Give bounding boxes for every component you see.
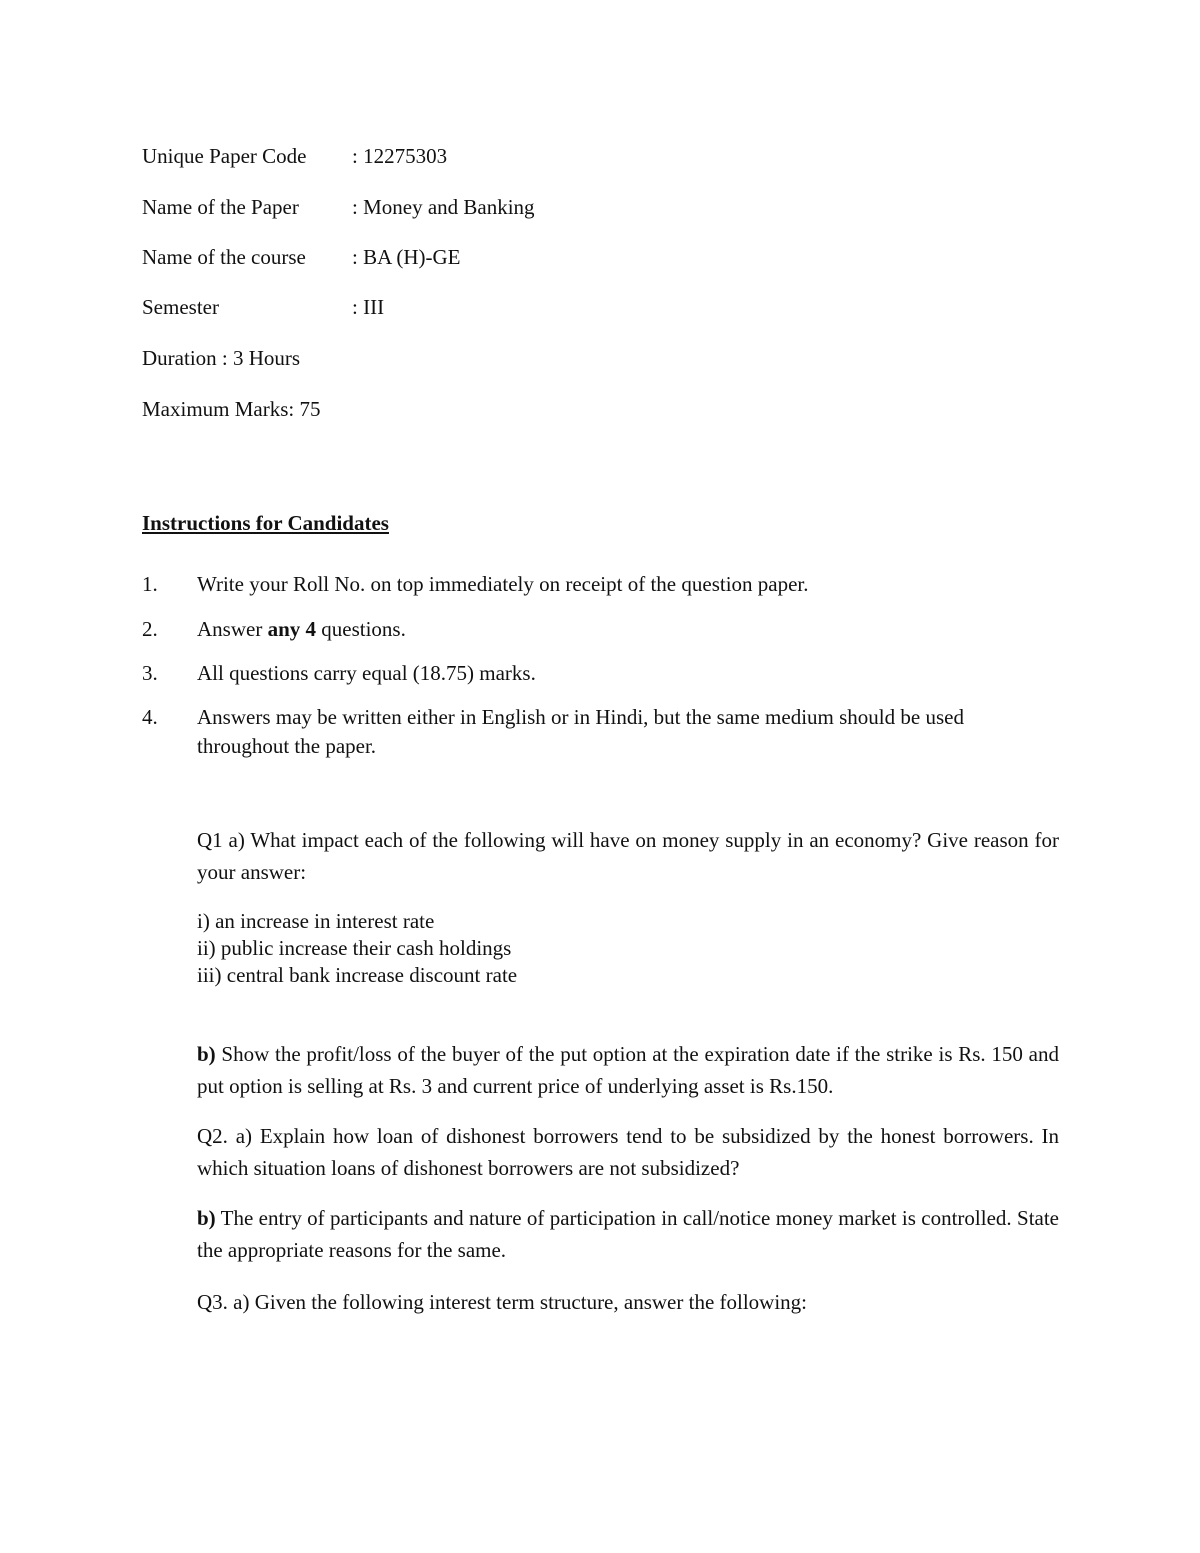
instruction-text: Answers may be written either in English or in Hindi, but the same medium should be used throughout the paper. [197, 705, 964, 758]
question-2b [197, 1202, 1059, 1266]
question-1a-list [197, 908, 517, 989]
question-1b [197, 1038, 1059, 1102]
list-item: i) an increase in interest rate [197, 909, 435, 933]
instruction-text: Write your Roll No. on top immediately on receipt of the question paper. [197, 572, 809, 596]
paper-code-value: : 12275303 [352, 144, 448, 168]
paper-name-value: : Money and Banking [352, 195, 535, 219]
paper-name-label: Name of the Paper [142, 195, 299, 219]
course-label: Name of the course [142, 245, 306, 269]
semester-value: : III [352, 295, 385, 319]
question-2b-text: The entry of participants and nature of participation in call/notice money market is controlled. State the appropriate reasons for the same. [197, 1206, 1059, 1262]
question-2b-label: b) [197, 1206, 216, 1230]
question-1a: Q1 a) What impact each of the following will have on money supply in an economy? Give reason for your answer: [197, 828, 1059, 884]
instruction-number: 4. [142, 705, 158, 729]
instruction-text-post: questions. [316, 617, 406, 641]
maximum-marks: Maximum Marks: 75 [142, 397, 321, 421]
paper-code-label: Unique Paper Code [142, 144, 307, 168]
question-3a: Q3. a) Given the following interest term structure, answer the following: [197, 1290, 808, 1314]
instruction-text [197, 615, 1060, 644]
instruction-text-pre: Answer [197, 617, 268, 641]
list-item: iii) central bank increase discount rate [197, 963, 518, 987]
semester-label: Semester [142, 295, 219, 319]
course-value: : BA (H)-GE [352, 245, 461, 269]
list-item: ii) public increase their cash holdings [197, 936, 512, 960]
instruction-number: 1. [142, 572, 158, 596]
instruction-text-bold: any 4 [267, 617, 317, 641]
question-1b-text: Show the profit/loss of the buyer of the put option at the expiration date if the strike is Rs. 150 and put option is selling at Rs. 3 and current price of underlying asset is Rs.150. [197, 1042, 1059, 1098]
question-1b-label: b) [197, 1042, 216, 1066]
instruction-number: 2. [142, 617, 158, 641]
question-2a: Q2. a) Explain how loan of dishonest borrowers tend to be subsidized by the honest borrowers. In which situation loans of dishonest borrowers are not subsidized? [197, 1124, 1059, 1180]
instruction-number: 3. [142, 661, 158, 685]
instruction-text: All questions carry equal (18.75) marks. [197, 661, 536, 685]
instructions-heading: Instructions for Candidates [142, 511, 389, 535]
duration: Duration : 3 Hours [142, 346, 301, 370]
